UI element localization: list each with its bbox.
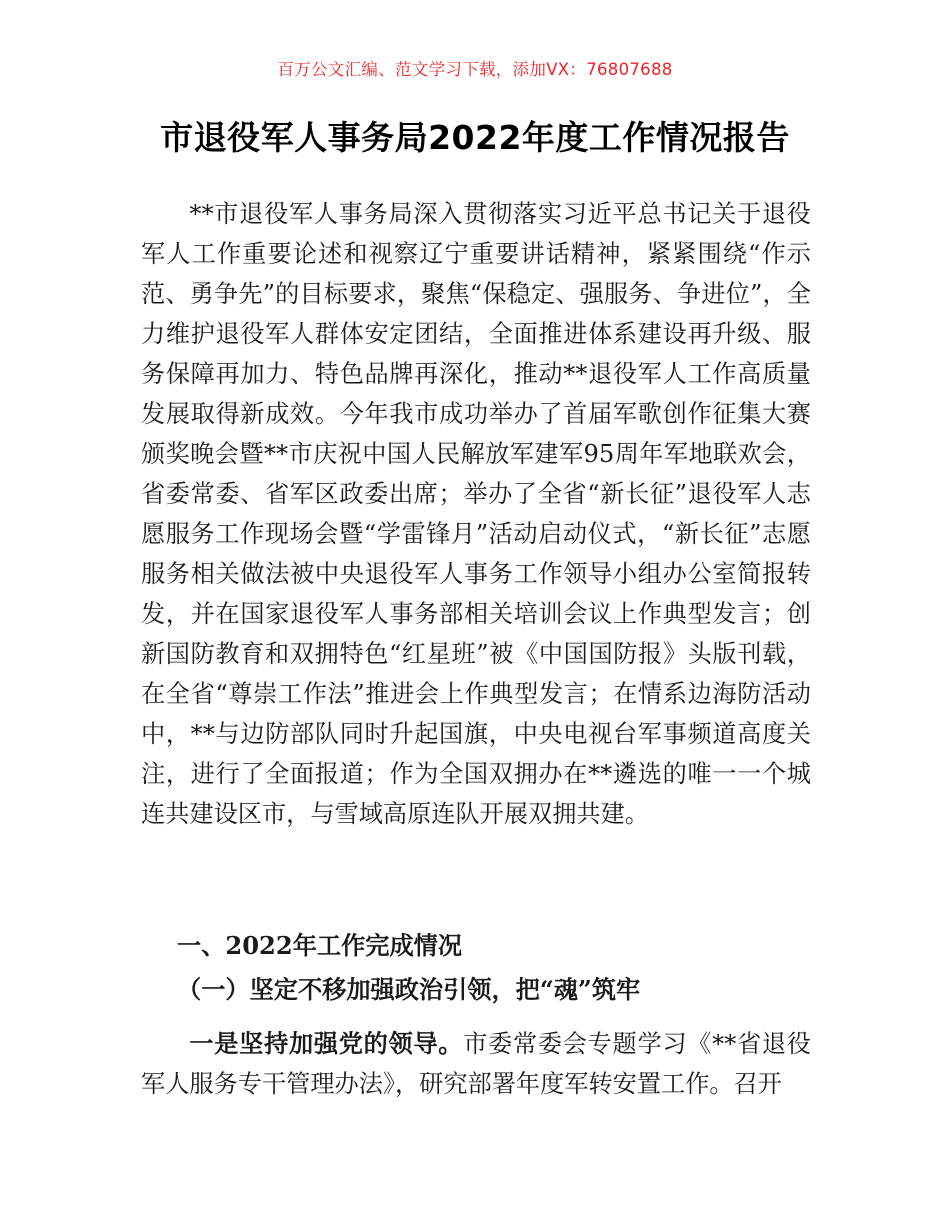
document-title: 市退役军人事务局2022年度工作情况报告 <box>160 118 790 157</box>
paragraph-lead: 一是坚持加强党的领导。 <box>189 1029 464 1058</box>
subsection-heading: （一）坚定不移加强政治引领，把“魂”筑牢 <box>177 975 641 1004</box>
intro-paragraph: **市退役军人事务局深入贯彻落实习近平总书记关于退役军人工作重要论述和视察辽宁重要讲话精神，紧紧围绕“作示范、勇争先”的目标要求，聚焦“保稳定、强服务、争进位”，全力维护退役军人群体安定团结，全面推进体系建设再升级、服务保障再加力、特色品牌再深化，推动**退役军人工作高质量发展取得新成效。今年我市成功举办了首届军歌创作征集大赛颁奖晚会暨**市庆祝中国人民解放军建军95周年军地联欢会，省委常委、省军区政委出席；举办了全省“新长征”退役军人志愿服务工作现场会暨“学雷锋月”活动启动仪式，“新长征”志愿服务相关做法被中央退役军人事务工作领导小组办公室简报转发，并在国家退役军人事务部相关培训会议上作典型发言；创新国防教育和双拥特色“红星班”被《中国国防报》头版刊载，在全省“尊崇工作法”推进会上作典型发言；在情系边海防活动中，**与边防部队同时升起国旗，中央电视台军事频道高度关注，进行了全面报道；作为全国双拥办在**遴选的唯一一个城连共建设区市，与雪域高原连队开展双拥共建。 <box>141 200 811 828</box>
body-paragraph <box>141 1024 811 1104</box>
paragraph-text: 市委常委会专题学习《**省退役军人服务专干管理办法》，研究部署年度军转安置工作。召开 <box>141 1030 811 1098</box>
section-heading: 一、2022年工作完成情况 <box>177 931 463 960</box>
document-body <box>141 194 811 1104</box>
watermark-header: 百万公文汇编、范文学习下载，添加VX：76807688 <box>277 60 673 79</box>
